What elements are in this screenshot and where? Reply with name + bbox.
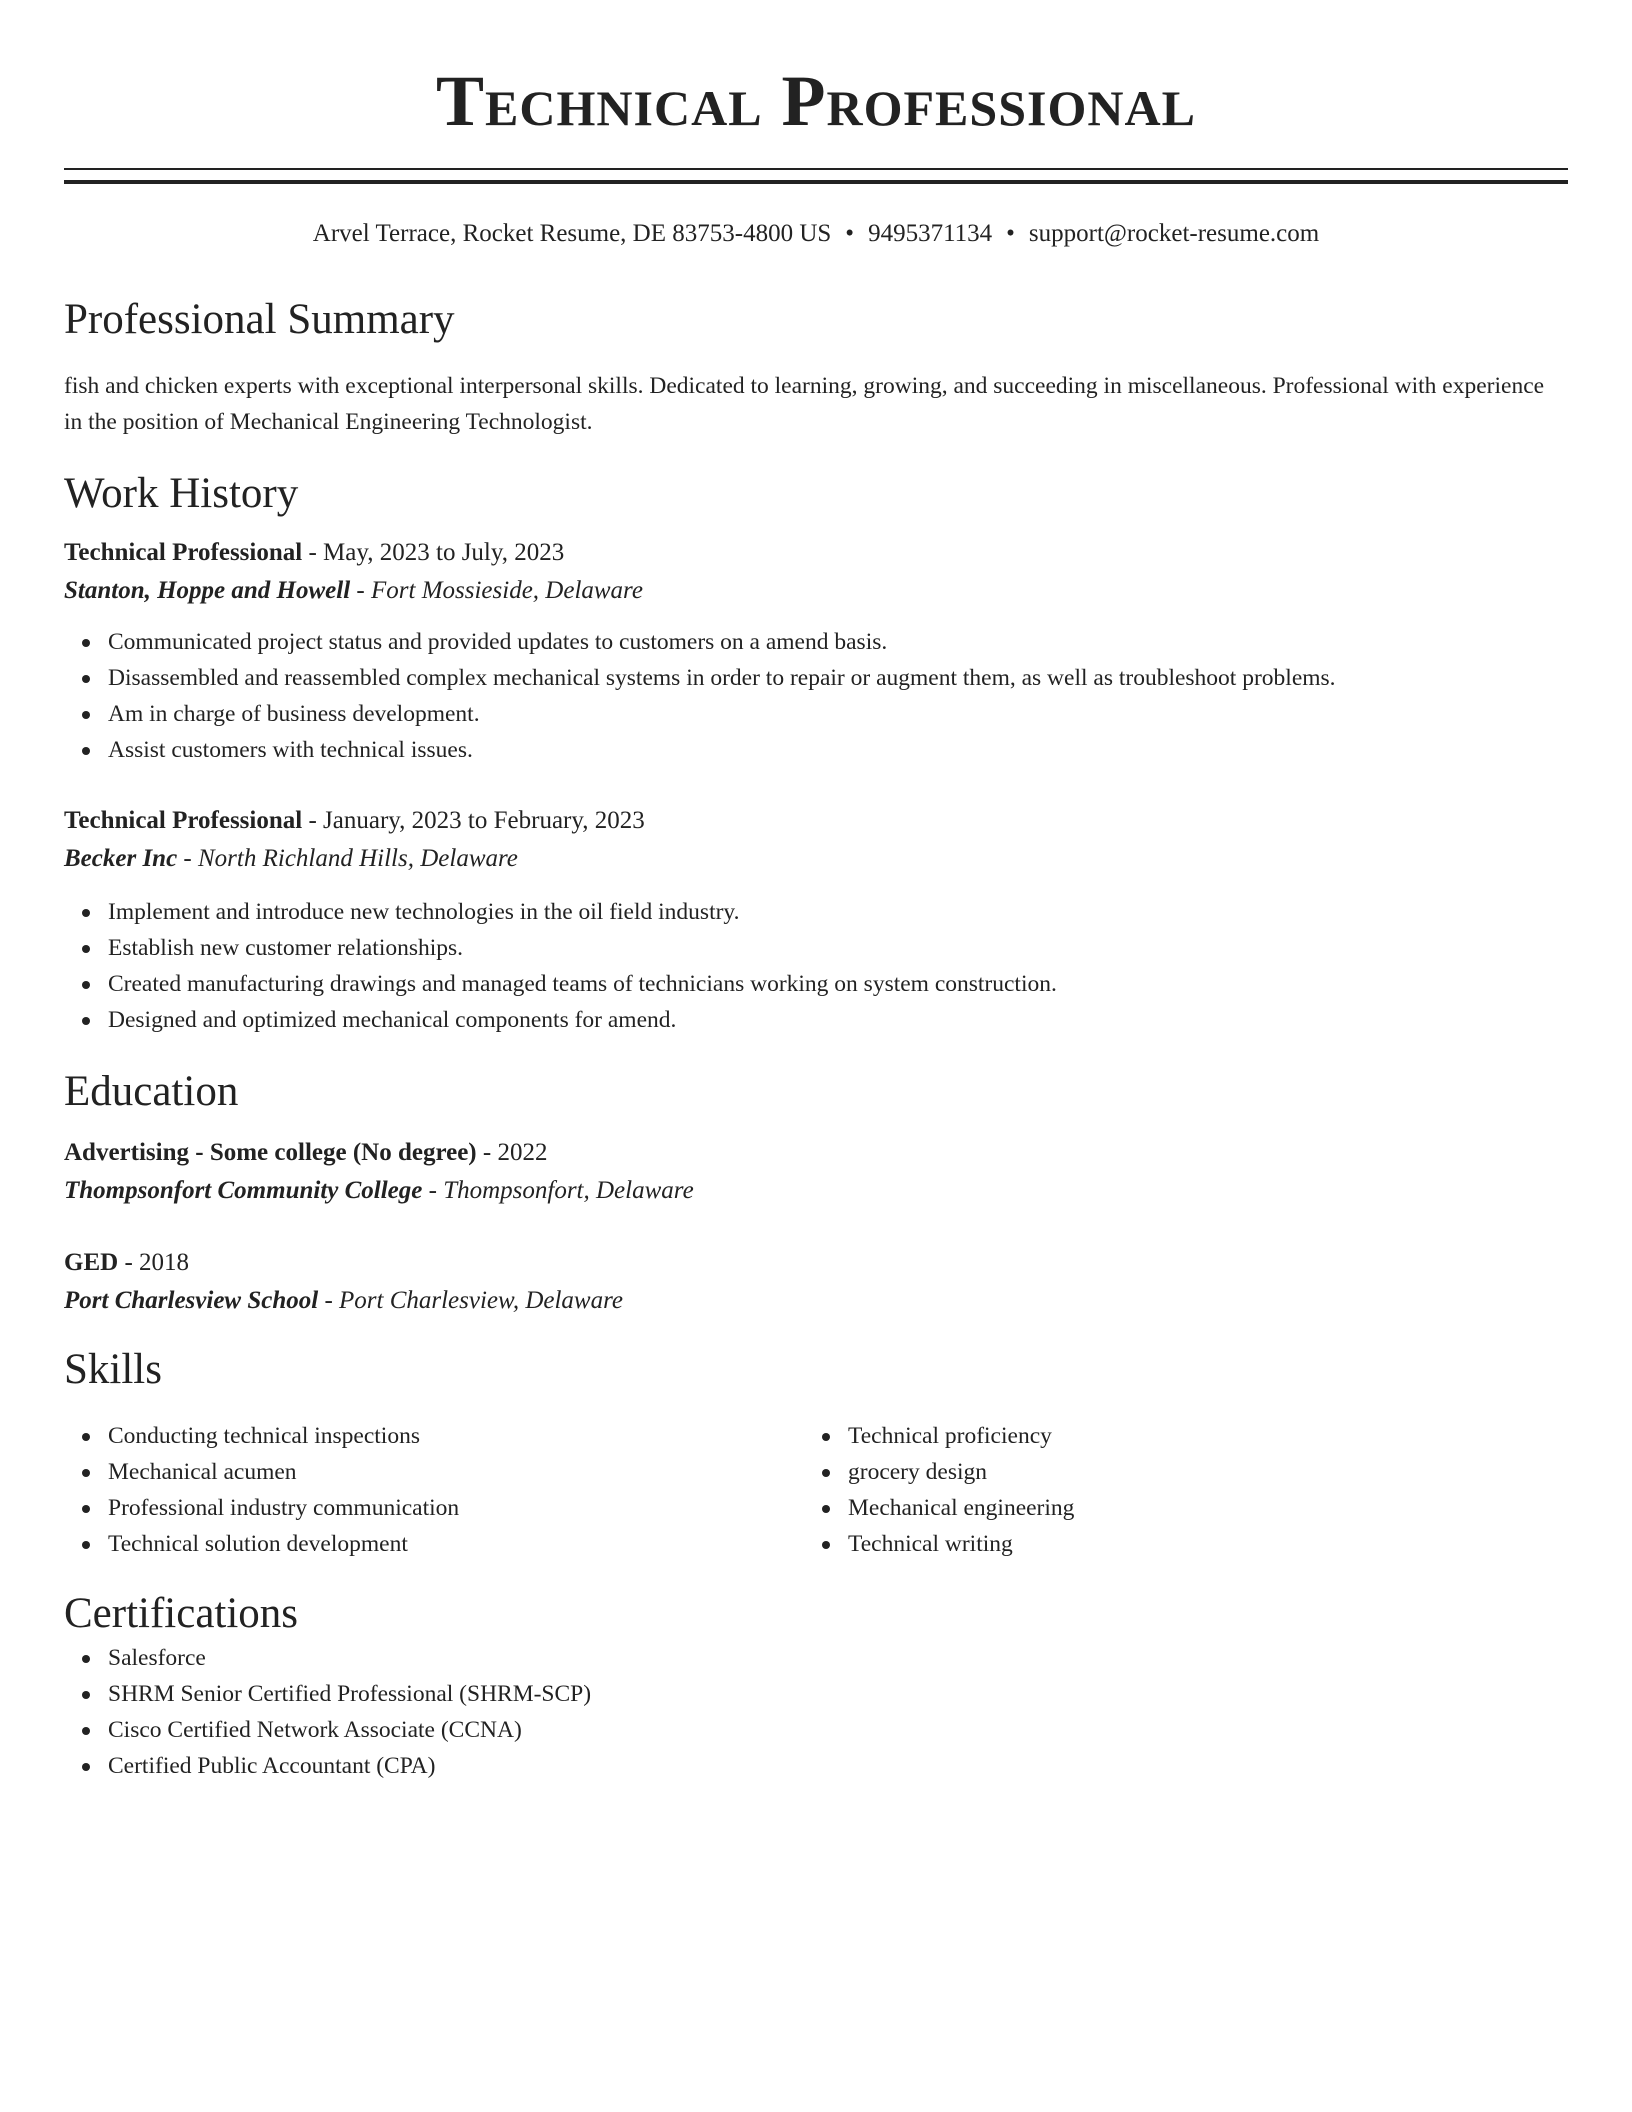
job-bullet: Disassembled and reassembled complex mechanical systems in order to repair or augment them, as well as troubleshoot problems. [108,660,1568,696]
contact-separator: • [1006,220,1015,247]
certification-item: Certified Public Accountant (CPA) [108,1748,1568,1784]
contact-separator: • [845,220,855,247]
job-role: Technical Professional [64,807,303,834]
education-school: Port Charlesview School [64,1287,319,1314]
summary-heading: Professional Summary [64,296,455,343]
contact-email: support@rocket-resume.com [1028,220,1320,247]
contact-line [64,218,1568,250]
education-school-line [64,1282,1568,1320]
skill-item: Mechanical acumen [108,1454,804,1490]
education-degree-line [64,1244,1568,1282]
education-degree: GED [64,1249,119,1276]
education-year: - 2018 [118,1249,190,1276]
education-location: - Thompsonfort, Delaware [422,1177,694,1204]
job-title-line [64,534,1568,572]
skill-item: Technical proficiency [848,1418,1544,1454]
education-entry [64,1134,1568,1210]
education-degree: Advertising - Some college (No degree) [64,1139,477,1166]
certification-item: SHRM Senior Certified Professional (SHRM-SCP) [108,1676,1568,1712]
job-bullet: Establish new customer relationships. [108,930,1568,966]
certification-item: Cisco Certified Network Associate (CCNA) [108,1712,1568,1748]
contact-phone: 9495371134 [868,220,993,247]
education-school: Thompsonfort Community College [64,1177,423,1204]
job-location: - Fort Mossieside, Delaware [350,577,643,604]
skills-heading: Skills [64,1346,162,1393]
job-company-line [64,840,1568,878]
job-bullets [64,894,1568,1038]
job-company-line [64,572,1568,610]
contact-address: Arvel Terrace, Rocket Resume, DE 83753-4800 US [312,220,832,247]
education-degree-line [64,1134,1568,1172]
education-entry [64,1244,1568,1320]
skill-item: grocery design [848,1454,1544,1490]
certification-item: Salesforce [108,1640,1568,1676]
job-role: Technical Professional [64,539,303,566]
job-dates: - May, 2023 to July, 2023 [302,539,565,566]
skills-column-left [64,1418,804,1562]
job-dates: - January, 2023 to February, 2023 [302,807,645,834]
skill-item: Technical writing [848,1526,1544,1562]
job-bullet: Communicated project status and provided updates to customers on a amend basis. [108,624,1568,660]
skill-item: Professional industry communication [108,1490,804,1526]
job-bullet: Designed and optimized mechanical components for amend. [108,1002,1568,1038]
skills-column-right [804,1418,1544,1562]
job-bullets [64,624,1568,768]
job-entry [64,802,1568,1038]
job-title-line [64,802,1568,840]
skill-item: Mechanical engineering [848,1490,1544,1526]
summary-text: fish and chicken experts with exceptional interpersonal skills. Dedicated to learning, growing, and succeeding in miscellaneous. Professional with experience in the position of Mechanical Engineering Technologist. [64,373,1545,435]
job-bullet: Created manufacturing drawings and managed teams of technicians working on system construction. [108,966,1568,1002]
job-bullet: Am in charge of business development. [108,696,1568,732]
education-heading: Education [64,1068,239,1115]
certifications-heading: Certifications [64,1590,299,1637]
job-company: Stanton, Hoppe and Howell [64,577,351,604]
certifications-list [64,1640,1568,1784]
skill-item: Conducting technical inspections [108,1418,804,1454]
job-bullet: Assist customers with technical issues. [108,732,1568,768]
skill-item: Technical solution development [108,1526,804,1562]
job-location: - North Richland Hills, Delaware [177,845,518,872]
header-divider [64,168,1568,184]
education-school-line [64,1172,1568,1210]
skills-list [804,1418,1544,1562]
skills-grid [64,1418,1568,1562]
education-year: - 2022 [476,1139,548,1166]
job-entry [64,534,1568,768]
skills-list [64,1418,804,1562]
work-history-heading: Work History [64,470,299,517]
education-location: - Port Charlesview, Delaware [318,1287,624,1314]
resume-name: Technical Professional [436,61,1196,141]
job-bullet: Implement and introduce new technologies in the oil field industry. [108,894,1568,930]
job-company: Becker Inc [64,845,178,872]
